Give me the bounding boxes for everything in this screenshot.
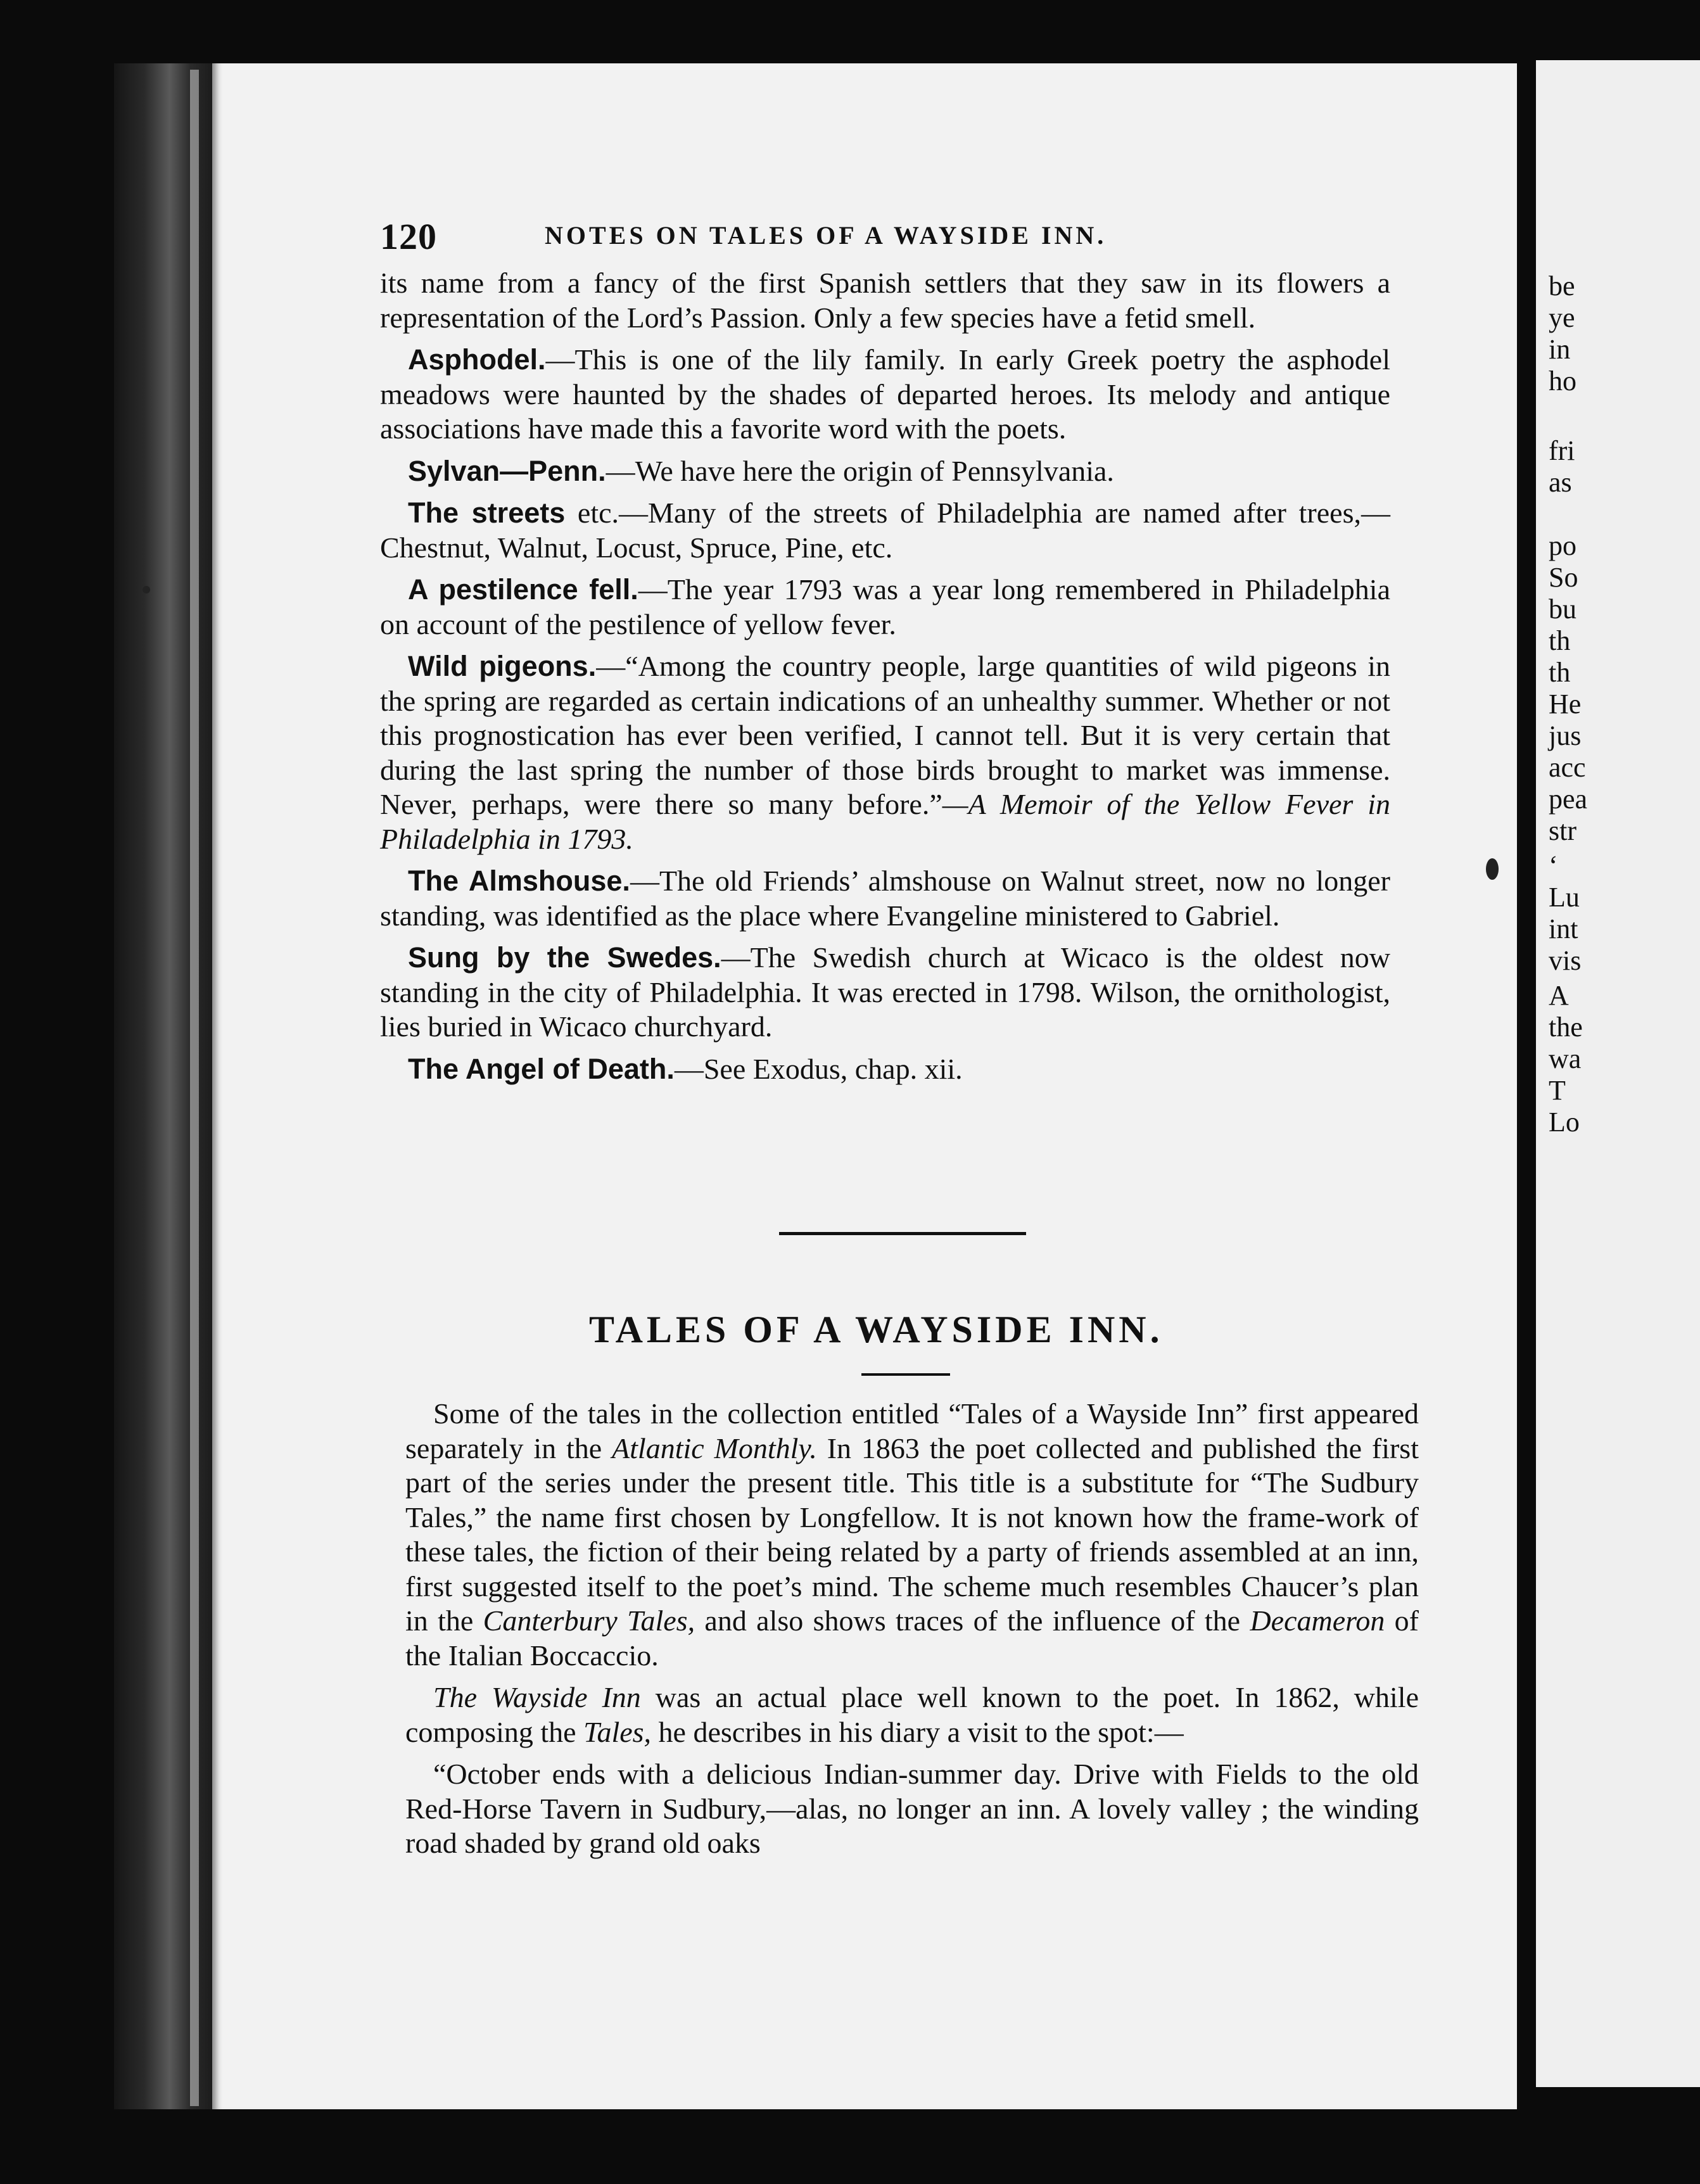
note-entry [380,941,1390,1044]
right-page-fragment: as [1549,467,1572,498]
section-title: TALES OF A WAYSIDE INN. [589,1309,1164,1350]
note-text: —The year 1793 was a year long remembered in Philadelphia on account of the pestilence of yellow fever. [380,573,1390,640]
right-page-fragment: fri [1549,435,1575,466]
right-page-fragment: ho [1549,365,1576,397]
right-page-fragment: Lo [1549,1107,1580,1138]
right-page-fragment: T [1549,1075,1566,1106]
right-page-fragment: A [1549,980,1569,1011]
page-blemish [1486,858,1499,880]
text-run: of the Italian Boccaccio. [405,1604,1419,1672]
right-page-fragment: acc [1549,752,1586,783]
notes-body [380,266,1390,1094]
page-number: 120 [380,216,437,257]
right-page-fragment: wa [1549,1043,1582,1074]
text-run: Some of the tales in the collection entitled “Tales of a Wayside Inn” first appeared separately in the [405,1397,1419,1464]
intro-paragraph [405,1397,1419,1673]
note-entry [380,454,1390,489]
right-page-fragment: He [1549,689,1582,720]
note-entry [380,496,1390,565]
right-page-fragment: ‘ [1549,850,1558,881]
page-blemish [143,586,150,594]
right-page-fragment: the [1549,1012,1583,1043]
note-text: —“Among the country people, large quantities of wild pigeons in the spring are regarded as certain indications of an unhealthy summer. Whether or not this prognostication has ever been verified, I cannot tell. But it is very certain that during the last spring the number of those birds brought to market was immense. Never, perhaps, were there so many before.” [380,650,1390,820]
note-text: —The old Friends’ almshouse on Walnut street, now no longer standing, was identified as the place where Evangeline ministered to Gabriel. [380,865,1390,932]
italic-title: Tales, [583,1715,652,1748]
right-page-strip [1536,60,1700,2087]
right-page-fragment: th [1549,657,1571,688]
italic-title: Canterbury Tales, [483,1604,695,1637]
section-body [405,1397,1419,1869]
text-run: was an actual place well known to the poet. In 1862, while composing the [405,1681,1419,1748]
text-run: he describes in his diary a visit to the spot:— [651,1715,1184,1748]
note-text: etc.—Many of the streets of Philadelphia are named after trees,—Chestnut, Walnut, Locust, Spruce, Pine, etc. [380,497,1390,564]
italic-title: Atlantic Monthly. [612,1432,817,1464]
note-term: The streets [408,497,566,529]
note-text: —This is one of the lily family. In early Greek poetry the asphodel meadows were haunted by the shades of departed heroes. Its melody and antique associations have made this a favorite word with the poets. [380,343,1390,445]
right-page-fragment: be [1549,270,1575,302]
note-citation: —A Memoir of the Yellow Fever in Philadelphia in 1793. [380,788,1390,855]
note-term: Wild pigeons. [408,650,597,682]
right-page-fragment: Lu [1549,882,1580,913]
note-term: The Angel of Death. [408,1052,675,1085]
right-page-fragment: jus [1549,720,1582,751]
note-text: —We have here the origin of Pennsylvania. [606,454,1114,487]
right-page-fragment: th [1549,625,1571,656]
continuation-paragraph: its name from a fancy of the first Spanish settlers that they saw in its flowers a representation of the Lord’s Passion. Only a few species have a fetid smell. [380,267,1390,334]
right-page-fragment: bu [1549,594,1576,625]
note-entry [380,864,1390,933]
note-entry [380,649,1390,856]
note-entry [380,1052,1390,1087]
running-title: NOTES ON TALES OF A WAYSIDE INN. [545,221,1107,250]
note-entry [380,343,1390,447]
italic-title: The Wayside Inn [433,1681,641,1713]
right-page-fragment: pea [1549,784,1588,815]
note-term: Sung by the Swedes. [408,941,721,974]
right-page-fragment: str [1549,815,1576,846]
right-page-fragment: So [1549,562,1578,593]
page-edge-stack [190,70,199,2106]
italic-title: Decameron [1250,1604,1385,1637]
note-term: The Almshouse. [408,865,630,897]
section-divider [779,1232,1026,1235]
right-page-fragment: ye [1549,302,1575,333]
note-text: —See Exodus, chap. xii. [674,1052,963,1085]
right-page-fragment: vis [1549,945,1582,976]
text-run: In 1863 the poet collected and published the first part of the series under the present title. This title is a substitute for “The Sudbury Tales,” the name first chosen by Longfellow. It is not known how the frame-work of these tales, the fiction of their being related by a party of friends assembled at an inn, first suggested itself to the poet’s mind. The scheme much resembles Chaucer’s plan in the [405,1432,1419,1637]
note-term: A pestilence fell. [408,573,638,606]
right-page-fragment: in [1549,334,1571,365]
diary-intro-paragraph [405,1680,1419,1749]
note-text: —The Swedish church at Wicaco is the oldest now standing in the city of Philadelphia. It was erected in 1798. Wilson, the ornithologist, lies buried in Wicaco churchyard. [380,941,1390,1043]
text-run: and also shows traces of the influence of the [695,1604,1250,1637]
page-header [380,215,1127,260]
note-entry [380,573,1390,642]
title-underline [861,1373,950,1376]
note-term: Sylvan—Penn. [408,454,606,487]
right-page-fragment: int [1549,913,1578,944]
note-term: Asphodel. [408,343,546,376]
right-page-fragment: po [1549,530,1576,561]
book-edge [114,63,215,2109]
diary-quote-paragraph: “October ends with a delicious Indian-summer day. Drive with Fields to the old Red-Horse Tavern in Sudbury,—alas, no longer an inn. A lovely valley ; the winding road shaded by grand old oaks [405,1758,1419,1859]
